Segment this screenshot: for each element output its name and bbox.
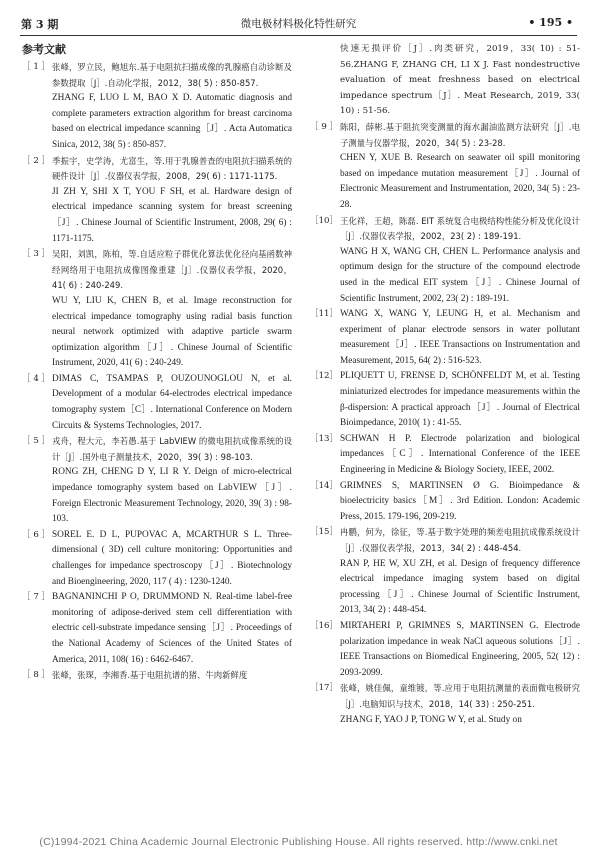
left-column bbox=[22, 42, 292, 684]
reference-text-english: SOREL E. D L, PUPOVAC A, MCARTHUR S L. Three-dimensional ( 3D) cell culture monitoring: Opportunities and challenges for impedance spectroscopy［J］. Biotechnology and Bioengineering, 2020, 117 ( 4) : 1230-1240. bbox=[52, 529, 292, 587]
reference-number: ［ 6 ］ bbox=[22, 529, 51, 540]
reference-number: ［ 5 ］ bbox=[22, 436, 51, 447]
reference-text-chinese: 吴阳，刘凯，陈柏，等.自适应粒子群优化算法优化径向基函数神经网络用于电阻抗成像图像重建［J］.仪器仪表学报，2020，41( 6) : 240-249. bbox=[52, 249, 292, 291]
header-rule bbox=[20, 35, 577, 36]
reference-text-english: MIRTAHERI P, GRIMNES S, MARTINSEN G. Electrode polarization impedance in weak NaCl aqueous solutions［J］. IEEE Transactions on Biomedical Engineering, 2005, 52( 12) : 2093-2099. bbox=[340, 620, 580, 678]
reference-number: ［ 7 ］ bbox=[22, 592, 51, 603]
reference-text-chinese: 冉鹏，何为，徐征，等.基于数字处理的频差电阻抗成像系统设计［J］.仪器仪表学报，2013，34( 2) : 448-454. bbox=[340, 527, 580, 553]
reference-body bbox=[52, 247, 292, 372]
reference-body bbox=[340, 369, 580, 431]
reference-text-english: WU Y, LIU K, CHEN B, et al. Image reconstruction for electrical impedance tomography using radial basis function neural network optimized with adaptive particle swarm optimization algorithm［J］. Chinese Journal of Scientific Instrument, 2020, 41( 6) : 240-249. bbox=[52, 295, 292, 369]
reference-item bbox=[310, 369, 580, 431]
reference-item bbox=[22, 668, 292, 684]
reference-text-english: DIMAS C, TSAMPAS P, OUZOUNOGLOU N, et al. Development of a modular 64-electrodes electrical impedance tomography system［C］. International Conference on Modern Circuits & Systems Technologies, 2017. bbox=[52, 373, 292, 431]
reference-body bbox=[340, 479, 580, 526]
reference-number: ［ 9 ］ bbox=[310, 121, 339, 132]
reference-text-english: BAGNANINCHI P O, DRUMMOND N. Real-time label-free monitoring of adipose-derived stem cell differentiation with electric cell-substrate impedance sensing［J］. Proceedings of the National Academy of Sciences of the United States of America, 2011, 108( 16) : 6462-6467. bbox=[52, 592, 292, 665]
reference-body bbox=[340, 681, 580, 728]
reference-item bbox=[22, 590, 292, 668]
reference-body bbox=[52, 372, 292, 434]
reference-number: ［15］ bbox=[310, 527, 339, 538]
reference-text-chinese: 季振宇，史学涛，尤富生，等.用于乳腺普查的电阻抗扫描系统的硬件设计［J］.仪器仪表学报，2008，29( 6) : 1171-1175. bbox=[52, 155, 292, 182]
reference-text-english: ZHANG F, LUO L M, BAO X D. Automatic diagnosis and complete parameters extraction algorithm for breast carcinoma based on electrical impedance scanning［J］. Acta Automatica Sinica, 2012, 38( 5) : 850-857. bbox=[52, 93, 292, 150]
reference-body bbox=[340, 307, 580, 369]
reference-body bbox=[52, 668, 292, 684]
copyright-footer: (C)1994-2021 China Academic Journal Electronic Publishing House. All rights reserved. http://www.cnki.net bbox=[39, 836, 558, 848]
reference-text-chinese: 戎舟，程大元，李若愚.基于 LabVIEW 的微电阻抗成像系统的设计［J］.国外电子测量技术，2020，39( 3) : 98-103. bbox=[52, 436, 292, 462]
reference-text-chinese: 快速无损评价［J］.肉类研究，2019，33( 10) : 51-56. bbox=[340, 44, 580, 70]
reference-list-left bbox=[22, 60, 292, 684]
reference-item bbox=[310, 432, 580, 479]
reference-text-english: ZHANG F, ZHANG CH, LI X J. Fast nondestructive evaluation of meat freshness based on electrical impedance spectrum［J］. Meat Research, 2019, 33( 10) : 51-56. bbox=[340, 59, 580, 117]
reference-body bbox=[340, 619, 580, 681]
reference-item bbox=[310, 619, 580, 681]
reference-text-chinese: 张峰，张琛，李湘香.基于电阻抗谱的猪、牛肉新鲜度 bbox=[52, 670, 248, 681]
reference-number: ［10］ bbox=[310, 215, 339, 226]
reference-text-english: RONG ZH, CHENG D Y, LI R Y. Deign of micro-electrical impedance tomography system based on LabVIEW［J］. Foreign Electronic Measurement Technology, 2020, 39( 3) : 98-103. bbox=[52, 467, 292, 525]
reference-number: ［ 3 ］ bbox=[22, 249, 51, 260]
issue-number: 第 3 期 bbox=[21, 18, 59, 31]
reference-number: ［13］ bbox=[310, 433, 339, 444]
reference-list-right bbox=[310, 120, 580, 728]
page-number: • 195 • bbox=[528, 16, 573, 29]
reference-body bbox=[340, 120, 580, 214]
running-title: 微电极材料极化特性研究 bbox=[240, 18, 357, 30]
reference-body bbox=[52, 60, 292, 154]
reference-text-english: SCHWAN H P. Electrode polarization and biological impedances［C］. International Conference of the IEEE Engineering in Medicine & Biology Society, IEEE, 2002. bbox=[340, 433, 580, 476]
reference-number: ［11］ bbox=[310, 309, 339, 320]
reference-text-chinese: 张峰，姚佳佩，童维镀，等.应用于电阻抗测量的表面微电极研究［J］.电脑知识与技术，2018，14( 33) : 250-251. bbox=[340, 683, 580, 709]
page-header bbox=[0, 8, 597, 32]
reference-item bbox=[310, 214, 580, 308]
reference-number: ［14］ bbox=[310, 480, 339, 491]
reference-item bbox=[22, 434, 292, 528]
reference-item bbox=[310, 525, 580, 619]
reference-body bbox=[52, 590, 292, 668]
reference-text-chinese: 陈阳，薛彬.基于阻抗突变测量的海水漏油监测方法研究［J］.电子测量与仪器学报，2020，34( 5) : 23-28. bbox=[340, 121, 580, 148]
reference-body bbox=[52, 154, 292, 248]
reference-item bbox=[22, 528, 292, 590]
reference-item bbox=[310, 479, 580, 526]
reference-body bbox=[340, 432, 580, 479]
reference-item bbox=[310, 681, 580, 728]
reference-item bbox=[22, 154, 292, 248]
reference-item bbox=[310, 120, 580, 214]
reference-number: ［ 4 ］ bbox=[22, 373, 51, 384]
reference-body bbox=[340, 525, 580, 619]
reference-number: ［ 1 ］ bbox=[22, 62, 51, 72]
reference-number: ［17］ bbox=[310, 683, 339, 694]
reference-body bbox=[340, 214, 580, 308]
reference-number: ［ 2 ］ bbox=[22, 155, 51, 166]
reference-text-chinese: 张峰，罗立民，鲍旭东.基于电阻抗扫描成像的乳腺癌自动诊断及参数提取［J］.自动化学报，2012，38( 5) : 850-857. bbox=[52, 62, 292, 88]
reference-item bbox=[22, 247, 292, 372]
reference-text-english: PLIQUETT U, FRENSE D, SCHÖNFELDT M, et al. Testing miniaturized electrodes for impedance measurements within the β-dispersion: A practical approach［J］. Journal of Electrical Bioimpedance, 2010( 1) : 41-55. bbox=[340, 371, 580, 429]
reference-number: ［12］ bbox=[310, 371, 339, 382]
reference-text-english: WANG X, WANG Y, LEUNG H, et al. Mechanism and experiment of planar electrode sensors in water pollutant measurement［J］. IEEE Transactions on Instrumentation and Measurement, 2015, 64( 2) : 516-523. bbox=[340, 309, 580, 366]
reference-item bbox=[22, 60, 292, 154]
reference-text-english: JI ZH Y, SHI X T, YOU F SH, et al. Hardware design of electrical impedance scanning system for breast screening［J］. Chinese Journal of Scientific Instrument, 2008, 29( 6) : 1171-1175. bbox=[52, 186, 292, 244]
reference-body bbox=[52, 528, 292, 590]
reference-item bbox=[22, 372, 292, 434]
reference-number: ［16］ bbox=[310, 620, 339, 631]
reference-text-english: WANG H X, WANG CH, CHEN L. Performance analysis and optimum design for the structure of the compound electrode used in the medical EIT system［J］. Chinese Journal of Scientific Instrument, 2002, 23( 2) : 189-191. bbox=[340, 246, 580, 304]
reference-continuation bbox=[340, 42, 580, 120]
reference-text-english: RAN P, HE W, XU ZH, et al. Design of frequency difference electrical impedance imaging system based on digital processing［J］. Chinese Journal of Scientific Instrument, 2013, 34( 2) : 448-454. bbox=[340, 558, 580, 616]
reference-item bbox=[310, 307, 580, 369]
right-column bbox=[310, 42, 580, 728]
reference-text-chinese: 王化祥，王超，陈磊. EIT 系统复合电极结构性能分析及优化设计［J］.仪器仪表学报，2002，23( 2) : 189-191. bbox=[340, 215, 580, 242]
reference-number: ［ 8 ］ bbox=[22, 670, 51, 681]
section-title: 参考文献 bbox=[22, 43, 66, 56]
reference-text-english: CHEN Y, XUE B. Research on seawater oil spill monitoring based on impedance mutation measurement［J］. Journal of Electronic Measurement and Instrumentation, 2020, 34( 5) : 23-28. bbox=[340, 153, 580, 210]
reference-body bbox=[52, 434, 292, 528]
reference-text-english: GRIMNES S, MARTINSEN Ø G. Bioimpedance & bioelectricity basics［M］. 3rd Edition. London: Academic Press, 2015. 179-196, 209-219. bbox=[340, 480, 580, 522]
reference-text-english: ZHANG F, YAO J P, TONG W Y, et al. Study on bbox=[340, 714, 522, 725]
